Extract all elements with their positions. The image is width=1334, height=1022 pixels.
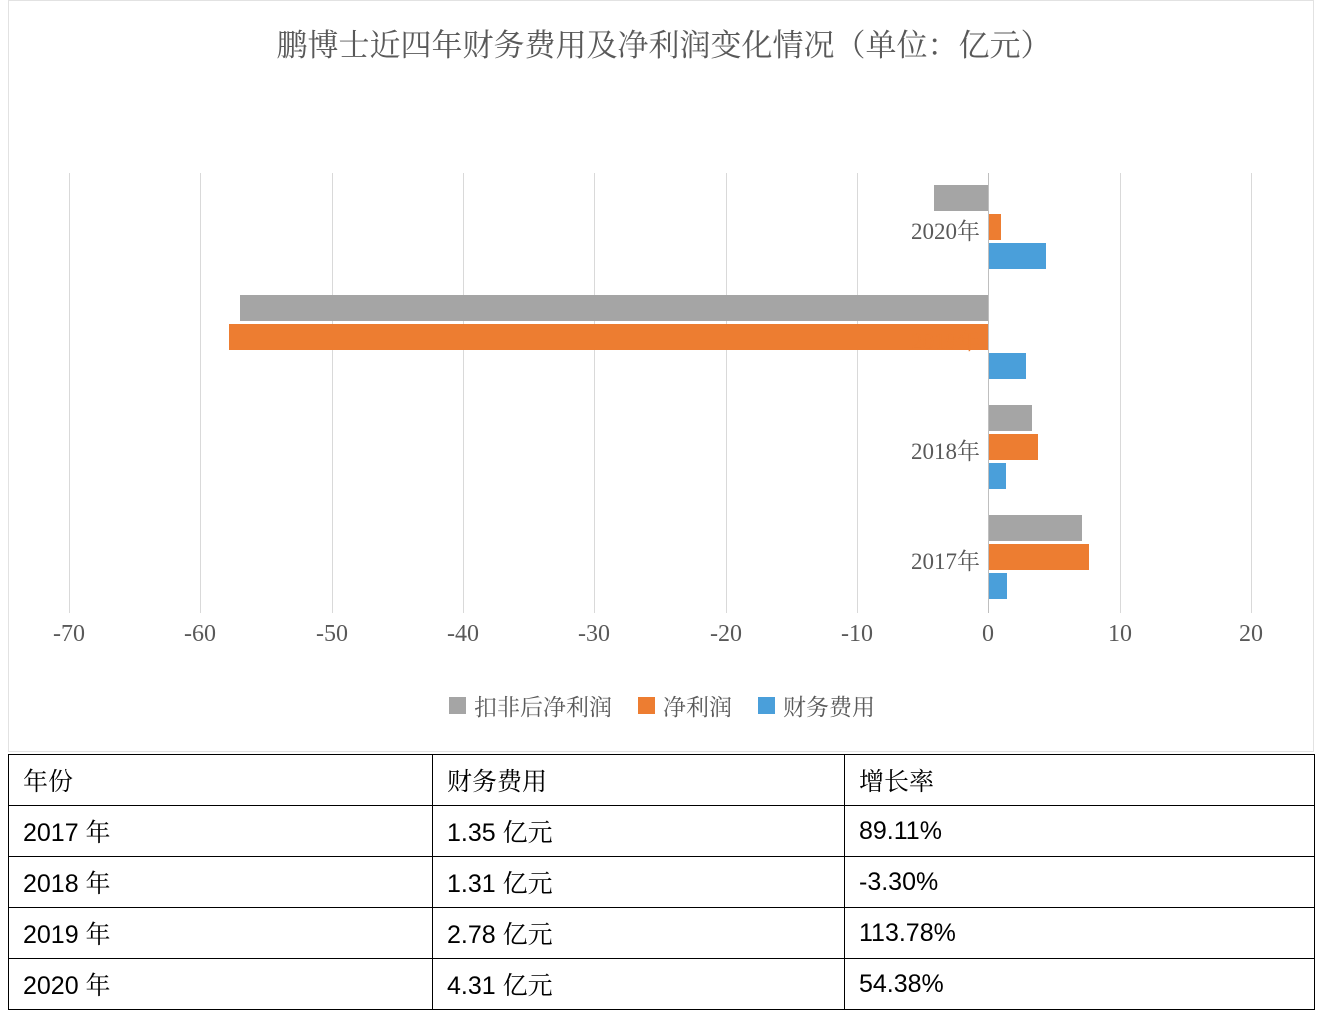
chart-title: 鹏博士近四年财务费用及净利润变化情况（单位：亿元） bbox=[276, 28, 1052, 63]
gridline--50 bbox=[332, 173, 333, 613]
legend-swatch-icon-orange bbox=[638, 697, 655, 714]
gridline--20 bbox=[726, 173, 727, 613]
cell-cost: 4.31 亿元 bbox=[433, 959, 845, 1010]
bar-2018-cwfy bbox=[989, 463, 1006, 489]
table-header-growth: 增长率 bbox=[845, 755, 1315, 806]
bar-2020-kfhjlr bbox=[934, 185, 988, 211]
gridline--70 bbox=[69, 173, 70, 613]
bar-2018-kfhjlr bbox=[989, 405, 1032, 431]
legend-label-jlr: 净利润 bbox=[663, 695, 732, 720]
legend-item-kfhjlr[interactable] bbox=[449, 689, 612, 722]
bar-2019-cwfy bbox=[989, 353, 1026, 379]
gridline-20 bbox=[1251, 173, 1252, 613]
bar-2020-jlr bbox=[989, 214, 1001, 240]
table-row bbox=[9, 959, 1315, 1010]
x-tick--20: -20 bbox=[710, 621, 742, 647]
bar-2018-jlr bbox=[989, 434, 1038, 460]
category-label-2018: 2018年 bbox=[911, 439, 980, 464]
legend-item-cwfy[interactable] bbox=[758, 689, 875, 722]
bar-2019-kfhjlr bbox=[240, 295, 988, 321]
x-tick-10: 10 bbox=[1108, 621, 1132, 647]
table-row bbox=[9, 908, 1315, 959]
x-tick-20: 20 bbox=[1239, 621, 1263, 647]
cell-year: 2019 年 bbox=[9, 908, 433, 959]
chart-legend bbox=[9, 689, 1315, 722]
cell-growth: 113.78% bbox=[845, 908, 1315, 959]
x-tick--40: -40 bbox=[447, 621, 479, 647]
table-header-year: 年份 bbox=[9, 755, 433, 806]
bar-2017-kfhjlr bbox=[989, 515, 1082, 541]
x-tick--30: -30 bbox=[578, 621, 610, 647]
cell-year: 2017 年 bbox=[9, 806, 433, 857]
data-table bbox=[8, 754, 1315, 1010]
bar-2020-cwfy bbox=[989, 243, 1046, 269]
table-row bbox=[9, 806, 1315, 857]
cell-growth: 54.38% bbox=[845, 959, 1315, 1010]
cell-cost: 1.31 亿元 bbox=[433, 857, 845, 908]
cell-year: 2020 年 bbox=[9, 959, 433, 1010]
x-tick--10: -10 bbox=[841, 621, 873, 647]
category-label-2019: 2019年 bbox=[911, 329, 980, 354]
x-tick-0: 0 bbox=[982, 621, 994, 647]
gridline--30 bbox=[594, 173, 595, 613]
chart-panel bbox=[8, 0, 1314, 752]
x-tick--70: -70 bbox=[53, 621, 85, 647]
x-tick--60: -60 bbox=[184, 621, 216, 647]
cell-year: 2018 年 bbox=[9, 857, 433, 908]
legend-label-cwfy: 财务费用 bbox=[783, 695, 875, 720]
x-tick--50: -50 bbox=[316, 621, 348, 647]
plot-area bbox=[69, 173, 1251, 613]
cell-growth: 89.11% bbox=[845, 806, 1315, 857]
legend-item-jlr[interactable] bbox=[638, 689, 732, 722]
legend-swatch-icon-blue bbox=[758, 697, 775, 714]
legend-swatch-icon-gray bbox=[449, 697, 466, 714]
bar-2017-jlr bbox=[989, 544, 1089, 570]
category-label-2017: 2017年 bbox=[911, 549, 980, 574]
legend-label-kfhjlr: 扣非后净利润 bbox=[474, 695, 612, 720]
table-header-cost: 财务费用 bbox=[433, 755, 845, 806]
gridline--60 bbox=[200, 173, 201, 613]
bar-2017-cwfy bbox=[989, 573, 1007, 599]
category-label-2020: 2020年 bbox=[911, 219, 980, 244]
table-header-row bbox=[9, 755, 1315, 806]
gridline--40 bbox=[463, 173, 464, 613]
table-row bbox=[9, 857, 1315, 908]
cell-cost: 2.78 亿元 bbox=[433, 908, 845, 959]
cell-growth: -3.30% bbox=[845, 857, 1315, 908]
x-axis bbox=[53, 621, 1263, 661]
cell-cost: 1.35 亿元 bbox=[433, 806, 845, 857]
gridline-10 bbox=[1120, 173, 1121, 613]
